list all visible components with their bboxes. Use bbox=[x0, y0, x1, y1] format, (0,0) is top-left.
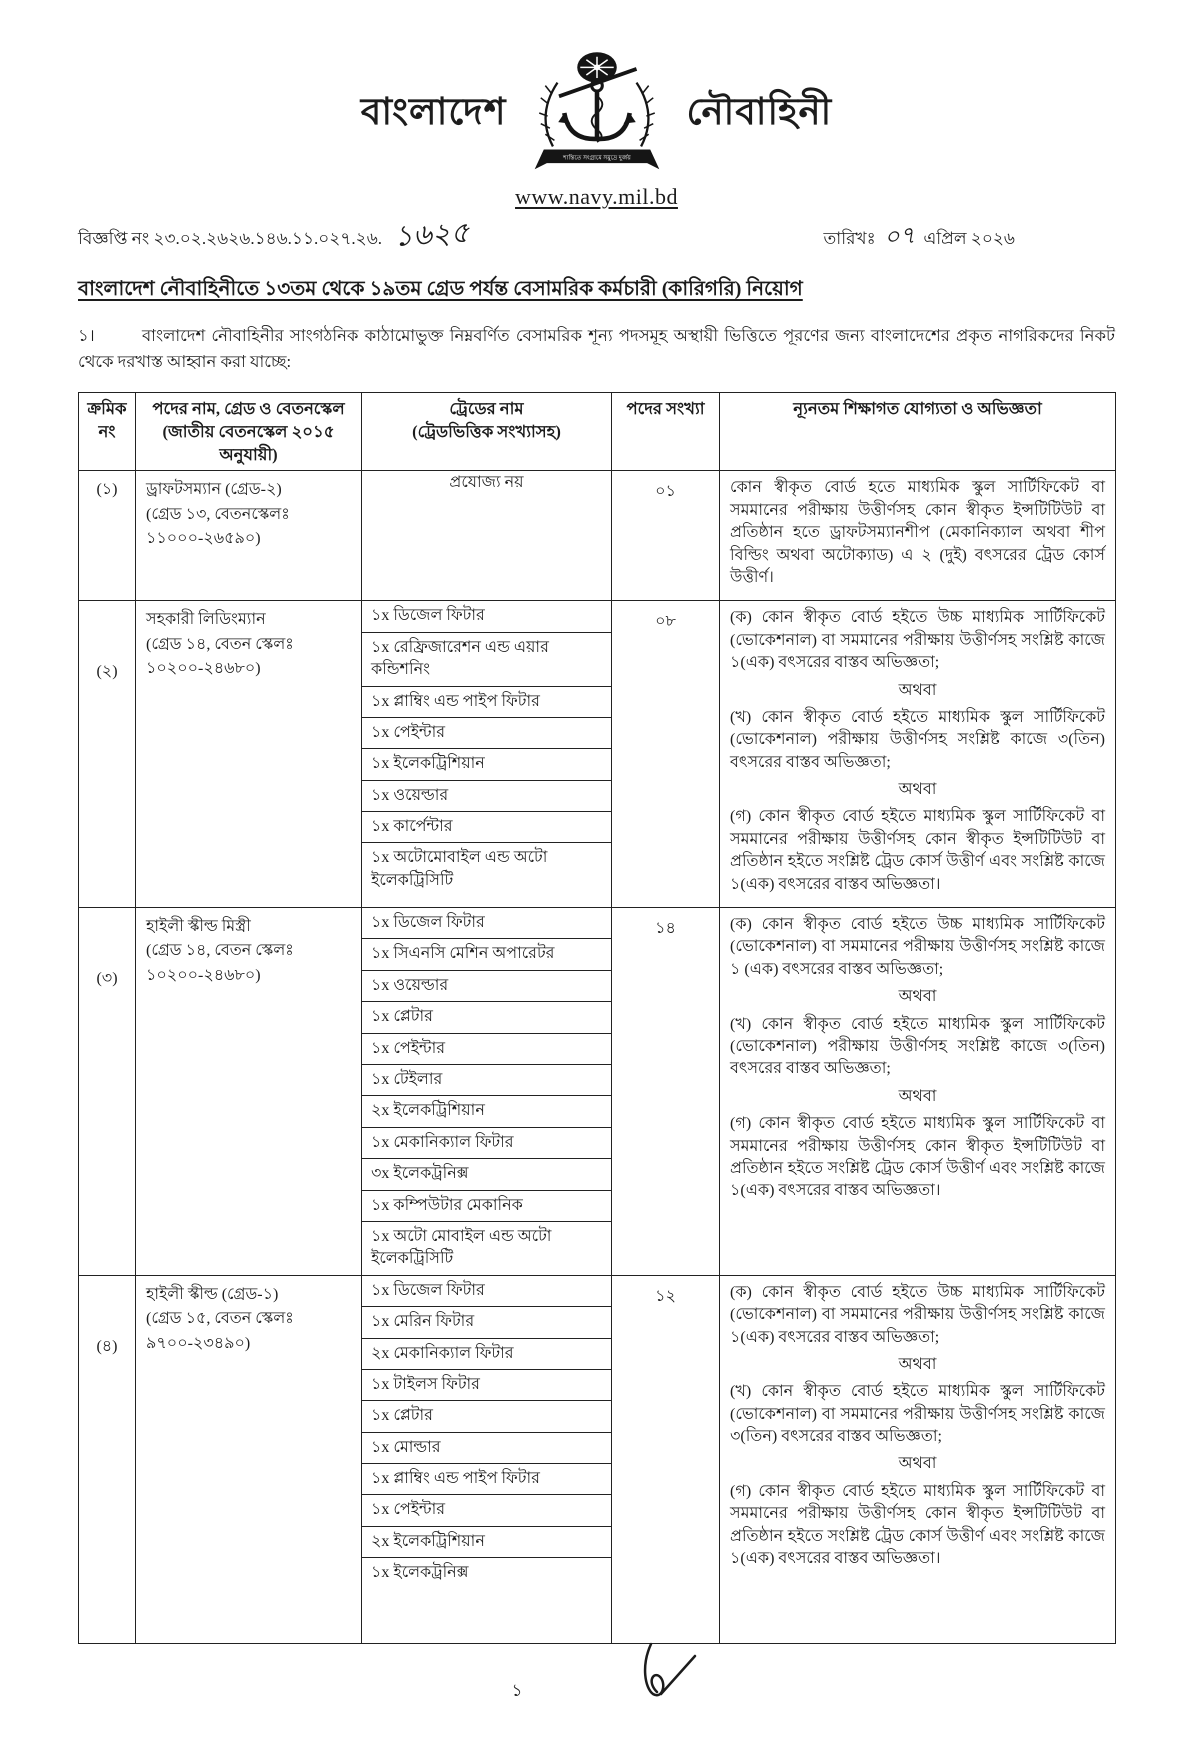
qualification-paragraph: (ক) কোন স্বীকৃত বোর্ড হইতে উচ্চ মাধ্যমিক সার্টিফিকেট (ভোকেশনাল) বা সমমানের পরীক্ষায় উত্তীর্ণসহ সংশ্লিষ্ট কাজে ১(এক) বৎসরের বাস্তব অভিজ্ঞতা; bbox=[730, 609, 1105, 672]
intro-paragraph bbox=[78, 323, 1115, 374]
qualification-cell bbox=[720, 601, 1116, 908]
trade-item: ২x ইলেকট্রিশিয়ান bbox=[362, 1527, 611, 1558]
trades-cell: প্রযোজ্য নয় bbox=[362, 471, 612, 601]
intro-text: বাংলাদেশ নৌবাহিনীর সাংগঠনিক কাঠামোভুক্ত নিম্নবর্ণিত বেসামরিক শূন্য পদসমূহ অস্থায়ী ভিত্তিতে পূরণের জন্য বাংলাদেশের প্রকৃত নাগরিকদের নিকট থেকে দরখাস্ত আহ্বান করা যাচ্ছে: bbox=[78, 326, 1115, 371]
qualification-paragraph: (খ) কোন স্বীকৃত বোর্ড হইতে মাধ্যমিক স্কুল সার্টিফিকেট (ভোকেশনাল) পরীক্ষায় উত্তীর্ণসহ সংশ্লিষ্ট কাজে ৩(তিন) বৎসরের বাস্তব অভিজ্ঞতা; bbox=[730, 1015, 1105, 1078]
trade-item: ১x ডিজেল ফিটার bbox=[362, 1276, 611, 1307]
trade-item: ১x কম্পিউটার মেকানিক bbox=[362, 1191, 611, 1222]
qualification-paragraph: অথবা bbox=[898, 681, 937, 699]
trade-item: ১x প্লাম্বিং এন্ড পাইপ ফিটার bbox=[362, 1464, 611, 1495]
navy-emblem-icon bbox=[521, 38, 673, 188]
trade-item: ১x কার্পেন্টার bbox=[362, 812, 611, 843]
qualification-paragraph: (গ) কোন স্বীকৃত বোর্ড হইতে মাধ্যমিক স্কুল সার্টিফিকেট বা সমমানের পরীক্ষায় উত্তীর্ণসহ কোন স্বীকৃত ইন্সটিটিউট বা প্রতিষ্ঠান হইতে সংশ্লিষ্ট ট্রেড কোর্স উত্তীর্ণ এবং সংশ্লিষ্ট কাজে ১(এক) বৎসরের বাস্তব অভিজ্ঞতা। bbox=[730, 1115, 1105, 1200]
website-link[interactable]: www.navy.mil.bd bbox=[515, 184, 678, 209]
letterhead bbox=[78, 38, 1115, 188]
page-footer bbox=[78, 1650, 1115, 1740]
table-row bbox=[79, 471, 1116, 601]
trades-cell bbox=[362, 908, 612, 1276]
qualification-cell bbox=[720, 471, 1116, 601]
post-line: (গ্রেড ১৩, বেতনস্কেলঃ bbox=[146, 505, 290, 523]
recruitment-table bbox=[78, 392, 1116, 1644]
post-line: (গ্রেড ১৪, বেতন স্কেলঃ bbox=[146, 942, 294, 960]
emblem-motto-text: শান্তিতে সংগ্রামে সমুদ্রে দুর্জয় bbox=[562, 155, 631, 162]
qualification-paragraph: (ক) কোন স্বীকৃত বোর্ড হইতে উচ্চ মাধ্যমিক সার্টিফিকেট (ভোকেশনাল) বা সমমানের পরীক্ষায় উত্তীর্ণসহ সংশ্লিষ্ট কাজে ১ (এক) বৎসরের বাস্তব অভিজ্ঞতা; bbox=[730, 916, 1105, 978]
table-header-row bbox=[79, 393, 1116, 471]
qualification-cell bbox=[720, 1275, 1116, 1643]
qualification-paragraph: অথবা bbox=[898, 781, 937, 799]
column-header-4: ন্যূনতম শিক্ষাগত যোগ্যতা ও অভিজ্ঞতা bbox=[720, 393, 1116, 471]
count-cell: ০১ bbox=[612, 471, 720, 601]
org-name-right: নৌবাহিনী bbox=[686, 91, 833, 133]
qualification-paragraph: অথবা bbox=[898, 1355, 937, 1373]
trade-item: ১x মোল্ডার bbox=[362, 1433, 611, 1464]
trade-item: ১x ডিজেল ফিটার bbox=[362, 601, 611, 632]
serial-cell: (৩) bbox=[79, 908, 136, 1276]
post-cell bbox=[136, 1275, 362, 1643]
trades-cell bbox=[362, 1275, 612, 1643]
column-header-3: পদের সংখ্যা bbox=[612, 393, 720, 471]
trade-item: ১x পেইন্টার bbox=[362, 718, 611, 749]
post-line: হাইলী স্কীল্ড (গ্রেড-১) bbox=[146, 1285, 279, 1303]
trade-item: ১x পেইন্টার bbox=[362, 1034, 611, 1065]
table-row bbox=[79, 601, 1116, 908]
trade-item: ১x টেইলার bbox=[362, 1065, 611, 1096]
trade-item: ১x অটো মোবাইল এন্ড অটো ইলেকট্রিসিটি bbox=[371, 1227, 552, 1268]
table-row bbox=[79, 1275, 1116, 1643]
trade-item: ১x অটোমোবাইল এন্ড অটো ইলেকট্রিসিটি bbox=[371, 849, 548, 889]
qualification-paragraph: (ক) কোন স্বীকৃত বোর্ড হইতে উচ্চ মাধ্যমিক সার্টিফিকেট (ভোকেশনাল) বা সমমানের পরীক্ষায় উত্তীর্ণসহ সংশ্লিষ্ট কাজে ১(এক) বৎসরের বাস্তব অভিজ্ঞতা; bbox=[730, 1283, 1105, 1346]
trade-item: ১x সিএনসি মেশিন অপারেটর bbox=[362, 939, 611, 970]
table-row bbox=[79, 908, 1116, 1276]
qualification-paragraph: (গ) কোন স্বীকৃত বোর্ড হইতে মাধ্যমিক স্কুল সার্টিফিকেট বা সমমানের পরীক্ষায় উত্তীর্ণসহ কোন স্বীকৃত ইন্সটিটিউট বা প্রতিষ্ঠান হইতে সংশ্লিষ্ট ট্রেড কোর্স উত্তীর্ণ এবং সংশ্লিষ্ট কাজে ১(এক) বৎসরের বাস্তব অভিজ্ঞতা। bbox=[730, 1482, 1105, 1568]
trade-item: ১x টাইলস ফিটার bbox=[362, 1370, 611, 1401]
post-line: হাইলী স্কীল্ড মিস্ত্রী bbox=[146, 918, 251, 936]
trade-item: ২x মেকানিক্যাল ফিটার bbox=[362, 1339, 611, 1370]
qualification-paragraph: (খ) কোন স্বীকৃত বোর্ড হইতে মাধ্যমিক স্কুল সার্টিফিকেট (ভোকেশনাল) পরীক্ষায় উত্তীর্ণসহ সংশ্লিষ্ট কাজে ৩(তিন) বৎসরের বাস্তব অভিজ্ঞতা; bbox=[730, 708, 1105, 771]
post-line: ড্রাফটসম্যান (গ্রেড-২) bbox=[146, 481, 282, 499]
trade-item: ১x ডিজেল ফিটার bbox=[362, 908, 611, 939]
column-header-1: পদের নাম, গ্রেড ও বেতনস্কেল (জাতীয় বেতনস্কেল ২০১৫ অনুযায়ী) bbox=[136, 393, 362, 471]
notice-number bbox=[78, 215, 471, 254]
trades-cell bbox=[362, 601, 612, 908]
serial-cell: (১) bbox=[79, 471, 136, 601]
column-header-2: ট্রেডের নাম (ট্রেডভিত্তিক সংখ্যাসহ) bbox=[362, 393, 612, 471]
trade-item: ১x রেফ্রিজারেশন এন্ড এয়ার কন্ডিশনিং bbox=[362, 633, 611, 687]
post-line: (গ্রেড ১৪, বেতন স্কেলঃ bbox=[146, 635, 294, 653]
post-line: সহকারী লিডিংম্যান bbox=[146, 611, 266, 629]
date-day-handwritten: ০৭ bbox=[882, 220, 917, 252]
notice-number-label: বিজ্ঞপ্তি নং ২৩.০২.২৬২৬.১৪৬.১১.০২৭.২৬. bbox=[78, 229, 383, 248]
org-name-left: বাংলাদেশ bbox=[360, 91, 507, 133]
qualification-paragraph: কোন স্বীকৃত বোর্ড হতে মাধ্যমিক স্কুল সার্টিফিকেট বা সমমানের পরীক্ষায় উত্তীর্ণসহ কোন স্বীকৃত ইন্সটিটিউট বা প্রতিষ্ঠান হতে ড্রাফটসম্যানশীপ (মেকানিক্যাল অথবা শীপ বিল্ডিং অথবা অটোক্যাড) এ ২ (দুই) বৎসরের ট্রেড কোর্স উত্তীর্ণ। bbox=[730, 479, 1105, 586]
post-cell bbox=[136, 908, 362, 1276]
post-line: (গ্রেড ১৫, বেতন স্কেলঃ bbox=[146, 1310, 294, 1328]
post-line: ১১০০০-২৬৫৯০) bbox=[146, 530, 261, 548]
qualification-paragraph: (খ) কোন স্বীকৃত বোর্ড হইতে মাধ্যমিক স্কুল সার্টিফিকেট (ভোকেশনাল) বা সমমানের পরীক্ষায় উত্তীর্ণসহ সংশ্লিষ্ট কাজে ৩(তিন) বৎসরের বাস্তব অভিজ্ঞতা; bbox=[730, 1383, 1105, 1446]
notice-number-handwritten: ১৬২৫ bbox=[393, 215, 471, 253]
trade-item: ১x মেরিন ফিটার bbox=[362, 1307, 611, 1338]
count-cell: ১২ bbox=[612, 1275, 720, 1643]
column-header-0: ক্রমিক নং bbox=[79, 393, 136, 471]
qualification-paragraph: অথবা bbox=[898, 988, 937, 1006]
notice-title: বাংলাদেশ নৌবাহিনীতে ১৩তম থেকে ১৯তম গ্রেড পর্যন্ত বেসামরিক কর্মচারী (কারিগরি) নিয়োগ bbox=[78, 278, 803, 300]
trade-item: ১x প্লেটার bbox=[362, 1002, 611, 1033]
qualification-paragraph: অথবা bbox=[898, 1087, 937, 1105]
signature-mark bbox=[633, 1636, 703, 1721]
post-line: ১০২০০-২৪৬৮০) bbox=[146, 966, 261, 984]
date-label: তারিখঃ bbox=[823, 229, 876, 248]
trade-item: ১x মেকানিক্যাল ফিটার bbox=[362, 1128, 611, 1159]
qualification-paragraph: অথবা bbox=[898, 1455, 937, 1473]
post-cell bbox=[136, 471, 362, 601]
trade-item: ১x ইলেকট্রিশিয়ান bbox=[362, 749, 611, 780]
page-number: ১ bbox=[511, 1680, 523, 1700]
serial-cell: (২) bbox=[79, 601, 136, 908]
serial-cell: (৪) bbox=[79, 1275, 136, 1643]
notice-date bbox=[823, 220, 1015, 254]
trade-item: ১x প্লাম্বিং এন্ড পাইপ ফিটার bbox=[362, 687, 611, 718]
trade-item: ৩x ইলেকট্রনিক্স bbox=[362, 1159, 611, 1190]
clause-number: ১। bbox=[78, 326, 95, 345]
count-cell: ১৪ bbox=[612, 908, 720, 1276]
trade-item: ১x ওয়েল্ডার bbox=[362, 781, 611, 812]
trade-item: ১x পেইন্টার bbox=[362, 1495, 611, 1526]
post-cell bbox=[136, 601, 362, 908]
trade-item: ১x ইলেকট্রনিক্স bbox=[371, 1564, 469, 1582]
qualification-paragraph: (গ) কোন স্বীকৃত বোর্ড হইতে মাধ্যমিক স্কুল সার্টিফিকেট বা সমমানের পরীক্ষায় উত্তীর্ণসহ কোন স্বীকৃত ইন্সটিটিউট বা প্রতিষ্ঠান হইতে সংশ্লিষ্ট ট্রেড কোর্স উত্তীর্ণ এবং সংশ্লিষ্ট কাজে ১(এক) বৎসরের বাস্তব অভিজ্ঞতা। bbox=[730, 808, 1105, 893]
post-line: ১০২০০-২৪৬৮০) bbox=[146, 660, 261, 678]
date-rest: এপ্রিল ২০২৬ bbox=[923, 229, 1015, 248]
qualification-cell bbox=[720, 908, 1116, 1276]
post-line: ৯৭০০-২৩৪৯০) bbox=[146, 1334, 251, 1352]
trade-item: ২x ইলেকট্রিশিয়ান bbox=[362, 1096, 611, 1127]
count-cell: ০৮ bbox=[612, 601, 720, 908]
trade-item: ১x ওয়েল্ডার bbox=[362, 971, 611, 1002]
meta-row bbox=[78, 215, 1115, 254]
trade-item: ১x প্লেটার bbox=[362, 1401, 611, 1432]
